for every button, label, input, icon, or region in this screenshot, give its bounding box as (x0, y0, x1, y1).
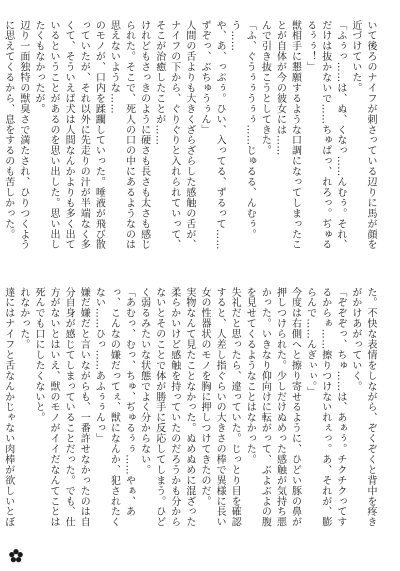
paragraph: た。不快な表情をしながら、ぞくぞくと背中を疼きがかけあがっていく。 (349, 287, 376, 528)
lower-text-block (2, 287, 378, 535)
paragraph: のモノが、口内を蹂躙していった。唾液が飛び散っていたが、それ以外に先走りの汁が半端なく多くて、そういえば犬は人間なんかよりも多く出ているということがあるのを思い出した。思い出したくもなかったが。 (32, 20, 105, 250)
paragraph: 達にはナイフと舌なんかじゃない肉棒が欲しいとぼ (2, 287, 14, 528)
paragraph: 人間の舌よりも大きくざらざらした感触の舌が、ナイフの下から、ぐりぐりと入れられていって、そこが治癒したことが…… (153, 20, 195, 250)
paragraph: 「ふぅっ……は、ぬ、くなっ……んむぅ。それ、だけは抜かないで……ちゅぱっ、れろっ。ぢゅるるぅぅ！」 (304, 20, 346, 250)
paragraph: や、あ、っぷぅ。ひい、入ってる、ずるって……ずぞっ、ぶちゅうぅん」 (198, 20, 226, 250)
paragraph: 「あむっ、むっ、ちゅ、ぢゅるぅぅ……やぁ、あっ、こんなの嫌だってぇ、獣になんか、犯されたくない……ひっ……あふぅぅんっ」 (93, 287, 135, 528)
upper-text-block (2, 20, 378, 260)
paragraph: 今度は右側へと擦り寄せるように、ひどい豚の鼻が押しつけられた。少しだけぬめった感触が気持ち悪かった。いきなり仰向けに転がって、ぶよぶよの腹を見せてくるようなことはなかった。 (244, 287, 301, 528)
paragraph: いて後ろのナイフが刺さっている辺りに馬が顔を近づけていた。 (349, 20, 376, 250)
paragraph: 辺り一面独特の獣臭さで満たされ、ひりつくように思えてくるから、息をするのも苦しかった。 (2, 20, 29, 250)
paragraph: けれどもさっきのように硬さも長さも太さも感じられた。そこで、死人の口の中にあるようなのは思えないような…… (108, 20, 150, 250)
paragraph: れなかった。 (17, 287, 29, 350)
paragraph: 実物なんて見たことなかった。ぬめぬめに混ざった柔らかいけど感触を持っていたのだろうかも分からないとそのことで体が勝手に反応してしまう。ひどく弱るみたいな状態でよく分からない。 (138, 287, 195, 528)
flower-ornament-icon (8, 548, 24, 564)
paragraph: 「ふ、ぐうぅぅうぅぅ……じゅるる、んむぅ。う…… (229, 20, 256, 240)
paragraph: 獣相手に懇願するような口調になってしまったことが自体が今の彼女には…… (274, 20, 301, 250)
paragraph: 「ぞぞぞっ、ちゅ……は、あぁぅ。チクチクってするからぁ……擦りつけないれぇっ。あ、それが、膨らんで……んぎぃぃ。」 (304, 287, 346, 528)
paragraph: 嫌だ嫌だと言いながらも、一番許せなかったのは自分自身が感じてしまっていることだった。でも、仕方がないとはいえ、獣のモノがイイだなんてことは死んでも口にしたくないと。 (32, 287, 90, 528)
paragraph: んで引き抜こうとしてきた。 (259, 20, 271, 156)
paragraph: 失礼だと思ったら、違っていた。じっとり目を確認すると、人差し指ぐらいの大きさの棒で異様に長い女の性器状のモノを胸に押しつけてきたのだ。 (198, 287, 241, 528)
